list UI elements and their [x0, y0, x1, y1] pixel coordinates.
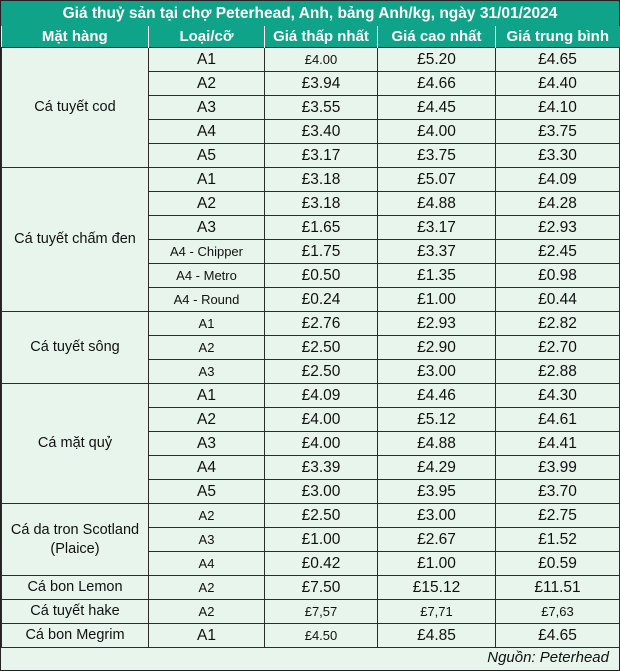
avg-price-cell: £1.52 [496, 528, 620, 552]
max-price-cell: £2.93 [378, 312, 496, 336]
min-price-cell: £3.94 [265, 72, 378, 96]
min-price-cell: £7,57 [265, 600, 378, 624]
min-price-cell: £0.42 [265, 552, 378, 576]
avg-price-cell: £2.70 [496, 336, 620, 360]
avg-price-cell: £2.88 [496, 360, 620, 384]
max-price-cell: £4.00 [378, 120, 496, 144]
min-price-cell: £4.00 [265, 48, 378, 72]
grade-cell: A2 [149, 576, 265, 600]
avg-price-cell: £0.44 [496, 288, 620, 312]
table-row [2, 384, 620, 408]
avg-price-cell: £4.30 [496, 384, 620, 408]
product-name-cell: Cá tuyết chấm đen [2, 168, 149, 312]
avg-price-cell: £4.61 [496, 408, 620, 432]
min-price-cell: £1.00 [265, 528, 378, 552]
min-price-cell: £4.09 [265, 384, 378, 408]
grade-cell: A2 [149, 72, 265, 96]
min-price-cell: £3.00 [265, 480, 378, 504]
avg-price-cell: £0.98 [496, 264, 620, 288]
max-price-cell: £4.88 [378, 192, 496, 216]
avg-price-cell: £4.41 [496, 432, 620, 456]
header-product: Mặt hàng [2, 26, 149, 48]
max-price-cell: £3.37 [378, 240, 496, 264]
avg-price-cell: £7,63 [496, 600, 620, 624]
avg-price-cell: £3.70 [496, 480, 620, 504]
max-price-cell: £4.29 [378, 456, 496, 480]
min-price-cell: £3.39 [265, 456, 378, 480]
avg-price-cell: £4.40 [496, 72, 620, 96]
min-price-cell: £2.50 [265, 336, 378, 360]
min-price-cell: £0.24 [265, 288, 378, 312]
min-price-cell: £3.40 [265, 120, 378, 144]
avg-price-cell: £11.51 [496, 576, 620, 600]
min-price-cell: £3.18 [265, 192, 378, 216]
product-name-cell: Cá bon Megrim [2, 624, 149, 648]
min-price-cell: £7.50 [265, 576, 378, 600]
max-price-cell: £3.00 [378, 504, 496, 528]
grade-cell: A1 [149, 168, 265, 192]
grade-cell: A4 [149, 120, 265, 144]
grade-cell: A2 [149, 408, 265, 432]
min-price-cell: £4.50 [265, 624, 378, 648]
max-price-cell: £1.00 [378, 288, 496, 312]
max-price-cell: £4.85 [378, 624, 496, 648]
max-price-cell: £4.46 [378, 384, 496, 408]
min-price-cell: £2.50 [265, 504, 378, 528]
table-title: Giá thuỷ sản tại chợ Peterhead, Anh, bảng Anh/kg, ngày 31/01/2024 [1, 1, 619, 26]
table-row [2, 576, 620, 600]
avg-price-cell: £4.65 [496, 48, 620, 72]
min-price-cell: £1.65 [265, 216, 378, 240]
table-row [2, 168, 620, 192]
max-price-cell: £3.17 [378, 216, 496, 240]
min-price-cell: £3.18 [265, 168, 378, 192]
min-price-cell: £3.55 [265, 96, 378, 120]
max-price-cell: £3.75 [378, 144, 496, 168]
table-row [2, 48, 620, 72]
grade-cell: A3 [149, 216, 265, 240]
min-price-cell: £4.00 [265, 432, 378, 456]
header-grade: Loại/cỡ [149, 26, 265, 48]
grade-cell: A3 [149, 528, 265, 552]
grade-cell: A4 - Round [149, 288, 265, 312]
avg-price-cell: £3.99 [496, 456, 620, 480]
max-price-cell: £1.35 [378, 264, 496, 288]
grade-cell: A1 [149, 384, 265, 408]
grade-cell: A2 [149, 504, 265, 528]
max-price-cell: £3.00 [378, 360, 496, 384]
table-row [2, 504, 620, 528]
max-price-cell: £2.67 [378, 528, 496, 552]
avg-price-cell: £4.28 [496, 192, 620, 216]
product-name-cell: Cá tuyết cod [2, 48, 149, 168]
grade-cell: A4 - Metro [149, 264, 265, 288]
header-avg-price: Giá trung bình [496, 26, 620, 48]
grade-cell: A2 [149, 192, 265, 216]
avg-price-cell: £2.75 [496, 504, 620, 528]
grade-cell: A2 [149, 336, 265, 360]
grade-cell: A3 [149, 432, 265, 456]
max-price-cell: £4.88 [378, 432, 496, 456]
max-price-cell: £5.07 [378, 168, 496, 192]
avg-price-cell: £2.45 [496, 240, 620, 264]
grade-cell: A1 [149, 48, 265, 72]
avg-price-cell: £2.82 [496, 312, 620, 336]
product-name-cell: Cá bon Lemon [2, 576, 149, 600]
header-row [2, 26, 620, 48]
grade-cell: A1 [149, 312, 265, 336]
grade-cell: A4 [149, 552, 265, 576]
avg-price-cell: £3.30 [496, 144, 620, 168]
header-max-price: Giá cao nhất [378, 26, 496, 48]
avg-price-cell: £2.93 [496, 216, 620, 240]
grade-cell: A2 [149, 600, 265, 624]
avg-price-cell: £4.65 [496, 624, 620, 648]
max-price-cell: £4.45 [378, 96, 496, 120]
max-price-cell: £5.20 [378, 48, 496, 72]
table-body [2, 48, 620, 648]
source-note: Nguồn: Peterhead [487, 649, 609, 666]
avg-price-cell: £4.09 [496, 168, 620, 192]
max-price-cell: £5.12 [378, 408, 496, 432]
max-price-cell: £3.95 [378, 480, 496, 504]
table-row [2, 600, 620, 624]
grade-cell: A5 [149, 480, 265, 504]
header-min-price: Giá thấp nhất [265, 26, 378, 48]
grade-cell: A4 [149, 456, 265, 480]
grade-cell: A1 [149, 624, 265, 648]
min-price-cell: £2.50 [265, 360, 378, 384]
max-price-cell: £2.90 [378, 336, 496, 360]
min-price-cell: £0.50 [265, 264, 378, 288]
product-name-cell: Cá mặt quỷ [2, 384, 149, 504]
avg-price-cell: £4.10 [496, 96, 620, 120]
table-row [2, 312, 620, 336]
grade-cell: A4 - Chipper [149, 240, 265, 264]
grade-cell: A3 [149, 360, 265, 384]
min-price-cell: £1.75 [265, 240, 378, 264]
max-price-cell: £4.66 [378, 72, 496, 96]
max-price-cell: £15.12 [378, 576, 496, 600]
min-price-cell: £4.00 [265, 408, 378, 432]
grade-cell: A3 [149, 96, 265, 120]
min-price-cell: £2.76 [265, 312, 378, 336]
table-row [2, 624, 620, 648]
price-table [1, 26, 620, 648]
grade-cell: A5 [149, 144, 265, 168]
min-price-cell: £3.17 [265, 144, 378, 168]
avg-price-cell: £0.59 [496, 552, 620, 576]
max-price-cell: £1.00 [378, 552, 496, 576]
avg-price-cell: £3.75 [496, 120, 620, 144]
max-price-cell: £7,71 [378, 600, 496, 624]
product-name-cell: Cá tuyết sông [2, 312, 149, 384]
product-name-cell: Cá tuyết hake [2, 600, 149, 624]
product-name-cell: Cá da tron Scotland (Plaice) [2, 504, 149, 576]
